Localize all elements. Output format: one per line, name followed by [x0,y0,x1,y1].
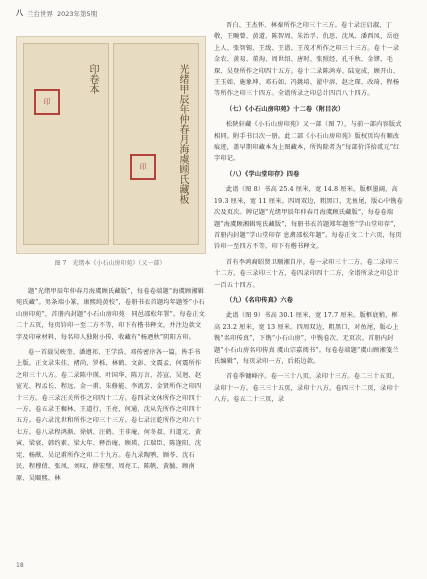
paragraph: 卷一首载吴映奎、潘遵祁、王学浩、邓传密序各一篇，皆手书上版。正文录朱佳、褚尚、罗栎、林鹤、文彭、文震孟、何震所作之印三十八方。卷二录陈中瑛、叶国华、陈万言、苏宣、吴迥、赵宧光、程孟长、程远、金一甫、朱修能、李流芳、金贤所作之印四十三方。卷三录汪关所作之印四十二方。卷四录文休所作之印四十一方。卷五录王穉林、王道行、王亮、何通、沈从先所作之印四十五方。卷六录沈世和所作之印三十三方。卷七录汪乾所作之印六十七方。卷八录程鸿渐、徐炳、汪鹤、王非庵、何冬叔、归道元、黄寅、梁衰、韩约素、梁大年、释治庵、顾瑛、江瑞臣、陈逢阳、沈宪、杨猷、吴记甫所作之印二十九方。卷九录陶鹗、顾苓、沈石民、程穆倩、张凤、刘叹、薛宏璧、周亮工、陈帆、黄毓、顾南原、吴颐熙、林 [16,349,202,482]
right-column [214,20,404,410]
seal-icon: 印 [130,154,156,180]
book-figure [16,36,206,254]
paragraph: 晋白、王杰怀、林秦所作之印三十三方。卷十录汪启淑、丁敬、王畹曾、黄道、陈智周、朱治孚、仇思、沈凤、潘西凤、岳庭上人、张智锡、王绂、王谱、王茂才所作之印三十三方。卷十一录金农、黄易、董洵、周世绍、唐时、张照经、孔千秋、金镠、毛琛、吴登所作之印四十五方。卷十二录陈鸿寿、陆宠成、顾开山、王玉如、施象坤、邓石如、冯銚培、翟中溶、赵之琛、改琦、程杨等所作之印三十四方。全谱所录之印总计四百八十四方。 [214,22,400,98]
paragraph: 首有李鸿裔昭贤卫顺湘自序。卷一录印三十二方，卷二录印三十二方，卷三录印三十方，卷四录印四十二方，全谱所录之印总计一百五十四方。 [214,258,400,289]
seal-icon: 印 [34,89,60,115]
paragraph: 此谱（图 8）书高 25.4 厘米，宽 14.8 厘米。版框墨阔，高 19.3 厘米，宽 11 厘米。四周双边，粗黑口，无鱼尾，版心中镌卷次及页次。牌记题“光绪甲辰年仲春月海虞顾氏藏版”，每卷卷端题“海虞顾湘辑宛氏藏版”，每册书衣首题郑年题签“学山堂印存”，首册内封题“学山堂印存 息禽邵松年题”。每卷正文二十六页，每页钤印一至四方不等，印下有楷书释文。 [214,186,404,251]
left-page-text: 印卷本 [87,64,98,94]
book-left-page [23,43,109,245]
issue-label: 2023年第5期 [57,9,98,18]
section-heading: （九）《名印传真》六卷 [226,296,294,304]
book-right-page [113,43,199,245]
paragraph: 首卷季镛峰序。卷一三十八页，录印十三方。卷二三十五页，录印十一方。卷三三十五页，录印十八方。卷四三十二页，录印十八方。卷五二十三页，录 [214,373,400,404]
page-number: 18 [16,562,24,569]
running-header [16,6,97,20]
section-heading: （七）《小石山房印苑》十二卷（附目次） [226,105,345,113]
paragraph: 松陕轩藏《小石山房印苑》又一部（图 7），与前一部内容版式相同。附手书目次一册。此二部《小石山房印苑》版权页均有顺改痕迹，盖早期印藏本为上图藏本，所钩除者为“每部价洋拾贰元”红字印记。 [214,121,402,163]
left-column [16,286,206,488]
paragraph: 此谱（图 9）书高 30.1 厘米，宽 17.7 厘米。版框底稍，框高 23.2 厘米，宽 13 厘米。四周双边，粗黑口，对鱼尾，版心上镌“名印传真”，下镌“小石山房”，中镌卷次、无页次。首册内封题“小石山房名印传真 虞山宗嘉阅书”。每卷卷端题“虞山顾湘笺兰氏编辑”，每页录印一方，后拓边款。 [214,312,399,365]
journal-name: 兰台世界 [27,9,53,18]
book-title: 光绪甲辰年仲春月海虞顾氏藏板 [177,64,188,204]
figure-caption: 图 7 光绪本《小石山房印苑》（又一部） [54,260,166,267]
paragraph: 题“光绪甲辰年仲春月海虞顾氏藏版”，每卷卷端题“海虞顾湘辑宛氏藏”。男条端小篆，康熙纯黄校”，卷册书衣首题均年题签“小石山房印苑”，首册内封题“小石山房印苑 同邑邵松年署”。每卷正文二十五页，每页钤印一至二方不等，印下有楷书释文，并注边款文字及印章材料，每名印人独附小传，收藏有“杨迺秋”阴阳方印。 [16,288,205,341]
journal-logo-icon: 八 [16,9,23,17]
section-heading: （八）《学山堂印存》四卷 [226,170,300,178]
